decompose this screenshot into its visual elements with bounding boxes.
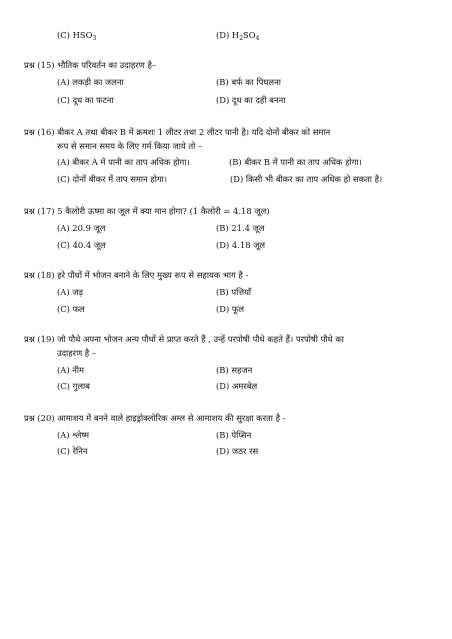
q15-question: प्रश्न (15) भौतिक परिवर्तन का उदाहरण है– [24, 60, 157, 70]
q19-question-line1: प्रश्न (19) जो पौधे अपना भोजन अन्य पौधों से प्राप्त करते हैं , उन्हें परपोषी पौधे कहते हैं। परपोषी पौधे का [24, 334, 344, 344]
q20-option-a: (A) श्लेष्म [57, 430, 90, 440]
q20-option-d: (D) जठर रस [216, 446, 259, 456]
q20-question: प्रश्न (20) आमाशय में बनने वाले हाइड्रोक्लोरिक अम्ल से आमाशय की सुरक्षा करता है - [24, 413, 286, 423]
q15-option-d: (D) दूध का दही बनना [216, 95, 286, 105]
q18-option-a: (A) जड़ [57, 287, 83, 297]
q17-question: प्रश्न (17) 5 कैलोरी ऊष्मा का जूल में क्या मान होगा? (1 कैलोरी = 4.18 जूल) [24, 206, 270, 216]
q14-option-c: (C) $HSO_3$ [57, 30, 97, 42]
q15-option-a: (A) लकड़ी का जलना [57, 77, 124, 87]
q18-option-d: (D) फूल [216, 304, 245, 314]
q16-option-c: (C) दोनों बीकर में ताप समान होगा। [57, 174, 168, 184]
q20-option-b: (B) पेप्सिन [216, 430, 252, 440]
q17-option-d: (D) 4.18 जूल [216, 240, 266, 250]
q19-question-line2: उदाहरण है – [57, 348, 97, 358]
q14-option-d: (D) $H_2SO_4$ [216, 30, 260, 42]
q16-option-b: (B) बीकर B में पानी का ताप अधिक होगा। [229, 157, 362, 167]
q18-option-b: (B) पत्तियाँ [216, 287, 252, 297]
q18-option-c: (C) फल [57, 304, 85, 314]
q15-option-c: (C) दूध का फटना [57, 95, 114, 105]
q18-question: प्रश्न (18) हरे पौधों में भोजन बनाने के लिए मुख्य रूप से सहायक भाग है - [24, 270, 249, 280]
q17-option-c: (C) 40.4 जूल [57, 240, 106, 250]
q20-option-c: (C) रेनिन [57, 446, 88, 456]
q19-option-d: (D) अमरबेल [216, 381, 258, 391]
q15-option-b: (B) बर्फ का पिघलना [216, 77, 281, 87]
q19-option-b: (B) सहजन [216, 365, 253, 375]
q19-option-a: (A) नीम [57, 365, 85, 375]
q16-option-a: (A) बीकर A में पानी का ताप अधिक होगा। [57, 157, 190, 167]
q16-question-line2: रूप से समान समय के लिए गर्म किया जाये तो – [57, 141, 203, 151]
q17-option-a: (A) 20.9 जूल [57, 223, 106, 233]
q16-question-line1: प्रश्न (16) बीकर A तथा बीकर B में क्रमशः 1 लीटर तथा 2 लीटर पानी है। यदि दोनों बीकर को समान [24, 127, 331, 137]
q17-option-b: (B) 21.4 जूल [216, 223, 265, 233]
q16-option-d: (D) किसी भी बीकर का ताप अधिक हो सकता है। [230, 174, 383, 184]
q19-option-c: (C) गुलाब [57, 381, 90, 391]
